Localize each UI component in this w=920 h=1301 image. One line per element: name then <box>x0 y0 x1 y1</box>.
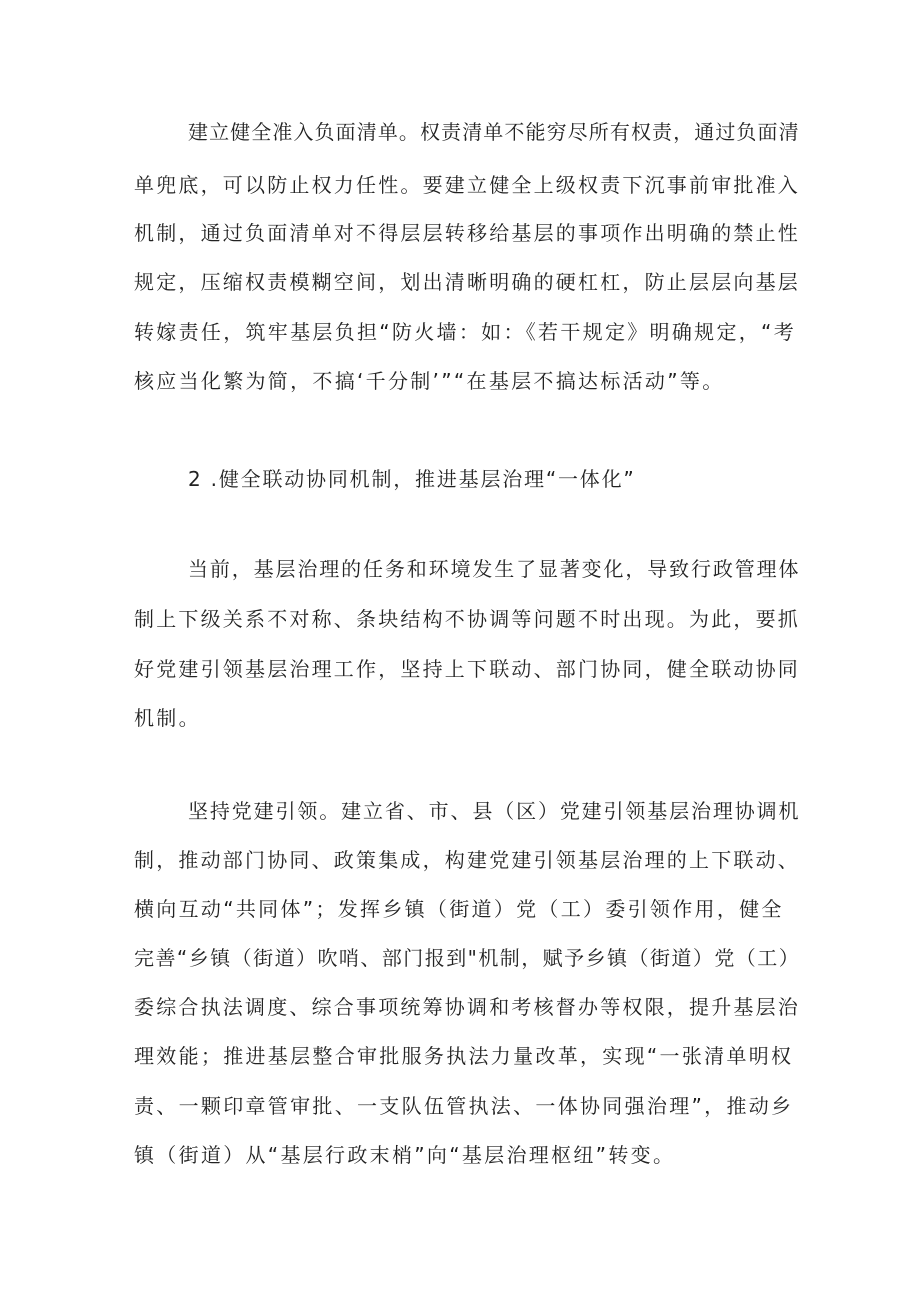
paragraph-line: 当前，基层治理的任务和环境发生了显著变化，导致行政管理体 <box>188 557 801 581</box>
paragraph-line: 转嫁责任，筑牢基层负担“防火墙：如：《若干规定》明确规定，“考 <box>134 320 797 344</box>
paragraph-line: 完善“乡镇（街道）吹哨、部门报到"机制，赋予乡镇（街道）党（工） <box>134 946 801 970</box>
paragraph-line: 责、一颗印章管审批、一支队伍管执法、一体协同强治理”，推动乡 <box>134 1094 794 1118</box>
paragraph-line: 好党建引领基层治理工作，坚持上下联动、部门协同，健全联动协同 <box>134 657 800 681</box>
paragraph-line: 机制。 <box>134 706 201 730</box>
paragraph-line: 理效能；推进基层整合审批服务执法力量改革，实现“一张清单明权 <box>134 1044 794 1068</box>
paragraph-line: 横向互动“共同体”；发挥乡镇（街道）党（工）委引领作用，健全 <box>134 897 784 921</box>
paragraph-line: 制上下级关系不对称、条块结构不协调等问题不时出现。为此，要抓 <box>134 607 800 631</box>
paragraph-line: 建立健全准入负面清单。权责清单不能穷尽所有权责，通过负面清 <box>188 120 800 144</box>
paragraph-line: 机制，通过负面清单对不得层层转移给基层的事项作出明确的禁止性 <box>134 221 800 245</box>
paragraph-line: 核应当化繁为简，不搞‘千分制’”“在基层不搞达标活动”等。 <box>134 369 725 393</box>
paragraph-line: 制，推动部门协同、政策集成，构建党建引领基层治理的上下联动、 <box>134 848 800 872</box>
paragraph-line: 规定，压缩权责模糊空间，划出清晰明确的硬杠杠，防止层层向基层 <box>134 270 800 294</box>
section-heading: 2 .健全联动协同机制，推进基层治理“一体化” <box>188 467 636 491</box>
paragraph-line: 坚持党建引领。建立省、市、县（区）党建引领基层治理协调机 <box>188 799 801 823</box>
paragraph-line: 委综合执法调度、综合事项统筹协调和考核督办等权限，提升基层治 <box>134 995 800 1019</box>
paragraph-line: 镇（街道）从“基层行政末梢”向“基层治理枢纽”转变。 <box>134 1143 676 1167</box>
paragraph-line: 单兜底，可以防止权力任性。要建立健全上级权责下沉事前审批准入 <box>134 173 800 197</box>
